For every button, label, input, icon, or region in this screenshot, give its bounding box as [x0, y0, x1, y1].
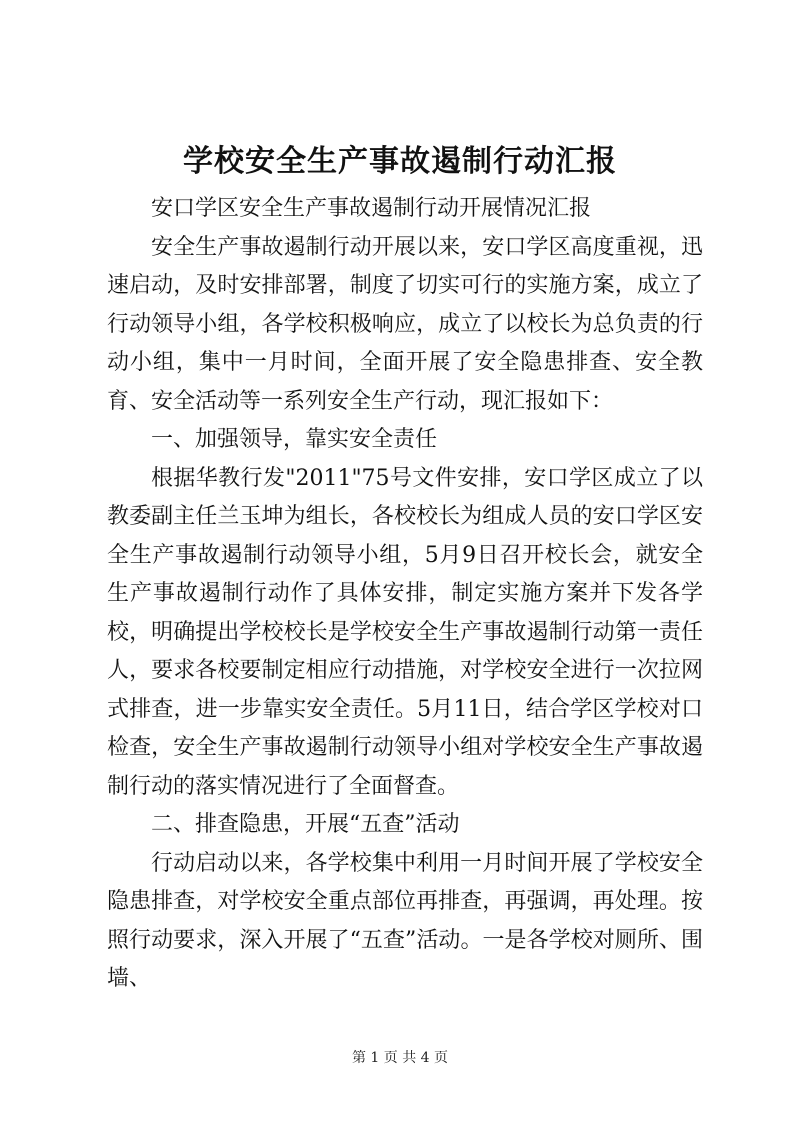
- section-heading-2: 二、排查隐患，开展“五查”活动: [151, 812, 460, 837]
- page-number-footer: 第 1 页 共 4 页: [351, 1050, 449, 1066]
- paragraph-subtitle: 安口学区安全生产事故遏制行动开展情况汇报: [151, 196, 592, 221]
- document-body: [107, 190, 703, 999]
- section-heading-1: 一、加强领导，靠实安全责任: [151, 427, 438, 452]
- paragraph-intro: 安全生产事故遏制行动开展以来，安口学区高度重视，迅速启动，及时安排部署，制度了切实可行的实施方案，成立了行动领导小组，各学校积极响应，成立了以校长为总负责的行动小组，集中一月时间，全面开展了安全隐患排查、安全教育、安全活动等一系列安全生产行动，现汇报如下：: [107, 234, 703, 414]
- paragraph-section-2: 行动启动以来，各学校集中利用一月时间开展了学校安全隐患排查，对学校安全重点部位再排查，再强调，再处理。按照行动要求，深入开展了“五查”活动。一是各学校对厕所、围墙、: [107, 850, 703, 991]
- paragraph-section-1: 根据华教行发"2011"75号文件安排，安口学区成立了以教委副主任兰玉坤为组长，各校校长为组成人员的安口学区安全生产事故遏制行动领导小组，5月9日召开校长会，就安全生产事故遏制行动作了具体安排，制定实施方案并下发各学校，明确提出学校校长是学校安全生产事故遏制行动第一责任人，要求各校要制定相应行动措施，对学校安全进行一次拉网式排查，进一步靠实安全责任。5月11日，结合学区学校对口检查，安全生产事故遏制行动领导小组对学校安全生产事故遏制行动的落实情况进行了全面督查。: [107, 465, 703, 799]
- document-title: 学校安全生产事故遏制行动汇报: [183, 144, 617, 179]
